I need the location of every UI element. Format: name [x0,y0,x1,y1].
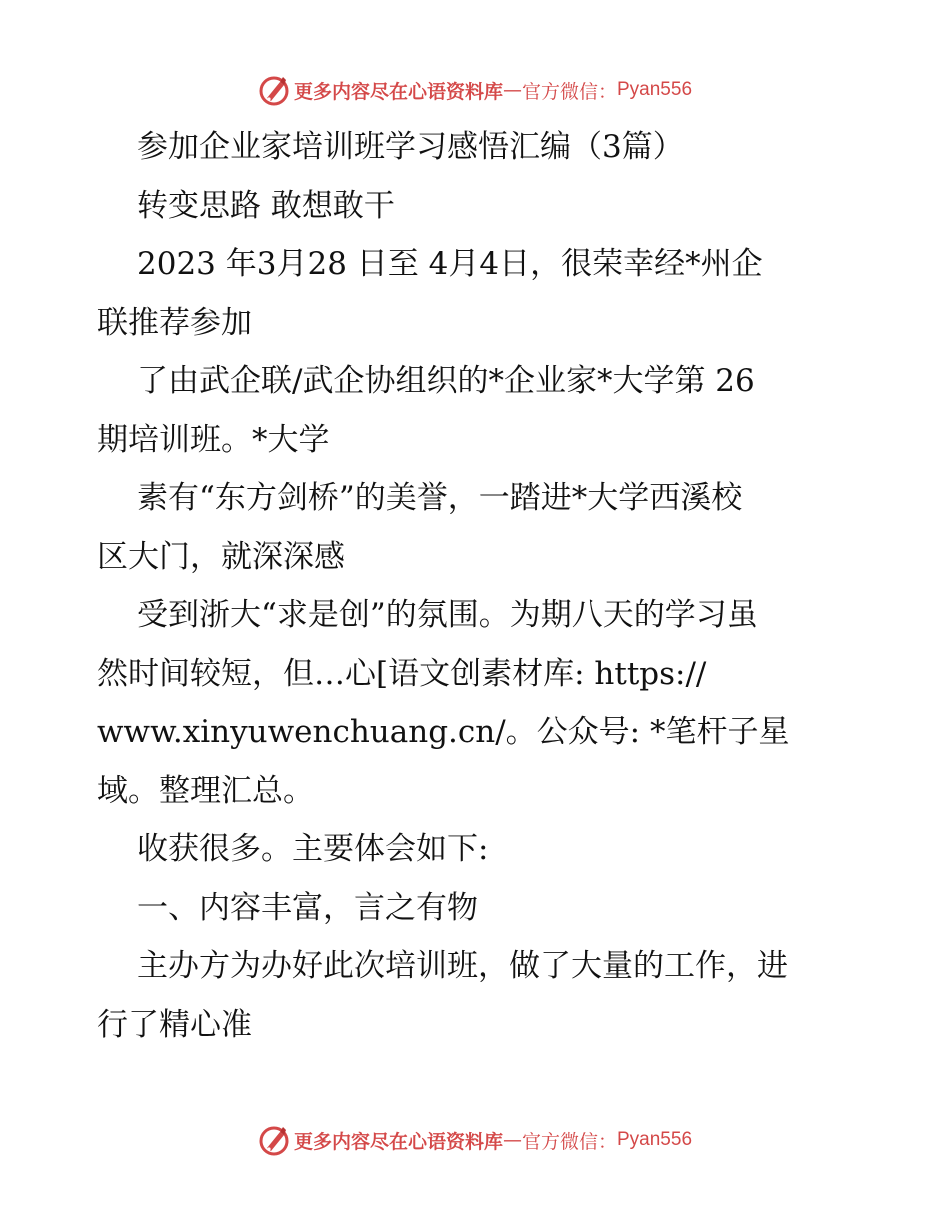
pen-logo-icon [258,74,290,106]
banner-official-label: 官方微信： [521,80,617,103]
banner-main-text: 更多内容尽在心语资料库 [293,80,503,103]
paragraph-line: 主办方为办好此次培训班，做了大量的工作，进 [137,948,788,984]
banner-separator: — [502,79,522,101]
document-title: 参加企业家培训班学习感悟汇编（3篇） [137,129,684,165]
banner-wechat-id: Pyan556 [617,1129,693,1150]
banner-official-label: 官方微信： [521,1130,617,1153]
section-heading: 一、内容丰富，言之有物 [137,889,478,926]
paragraph-line: 行了精心准 [97,1006,252,1043]
paragraph-line: 联推荐参加 [97,304,252,341]
banner-separator: — [502,1129,522,1151]
paragraph-line: 素有“东方剑桥”的美誉，一踏进*大学西溪校 [137,480,743,516]
paragraph-line: 区大门，就深深感 [97,538,345,575]
document-body [97,118,867,1054]
banner-main-text: 更多内容尽在心语资料库 [293,1130,503,1153]
header-banner [0,70,950,110]
paragraph-line: 了由武企联/武企协组织的*企业家*大学第 26 [137,363,755,399]
pen-logo-icon [258,1124,290,1156]
paragraph-line: www.xinyuwenchuang.cn/。公众号: *笔杆子星 [97,714,790,750]
banner-wechat-id: Pyan556 [617,79,693,100]
paragraph-line: 期培训班。*大学 [97,421,330,458]
document-subtitle: 转变思路 敢想敢干 [137,187,395,224]
paragraph-line: 域。整理汇总。 [97,772,314,809]
paragraph-line: 受到浙大“求是创”的氛围。为期八天的学习虽 [137,597,758,633]
footer-banner [0,1120,950,1160]
paragraph-line: 2023 年3月28 日至 4月4日，很荣幸经*州企 [137,246,763,282]
paragraph-line: 收获很多。主要体会如下: [137,831,489,867]
paragraph-line: 然时间较短，但…心[语文创素材库: https:// [97,655,707,692]
